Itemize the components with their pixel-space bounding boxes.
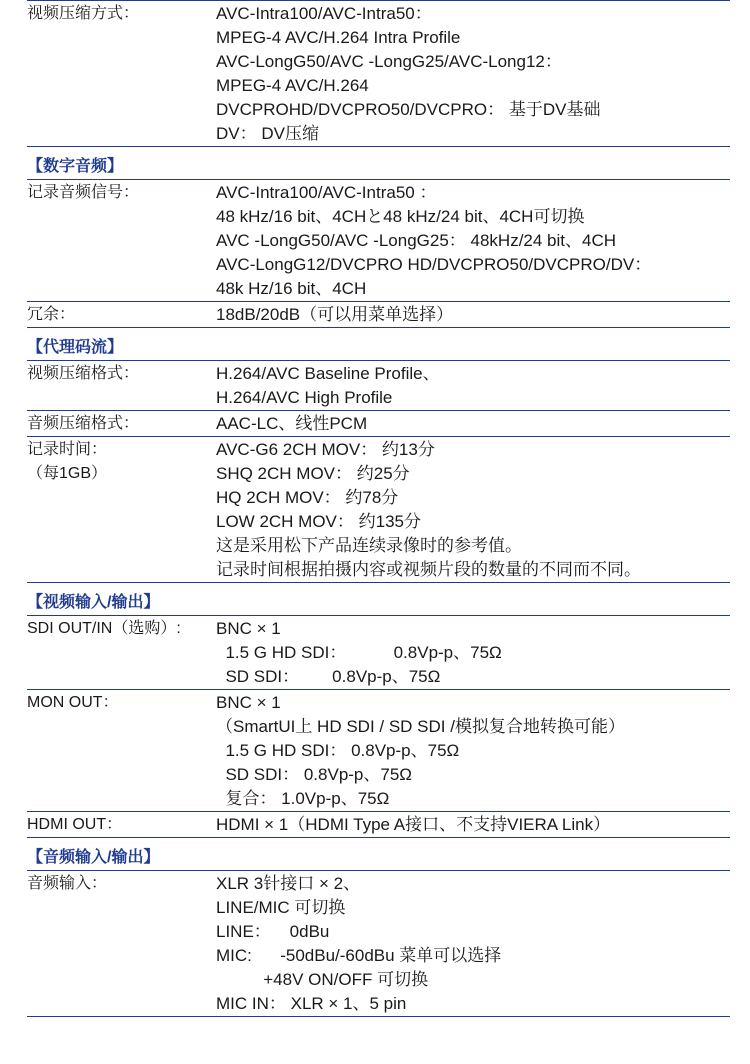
section-heading-proxy: 【代理码流】 (27, 328, 730, 361)
spec-row-proxy-audio (27, 411, 730, 437)
spec-label: 音频输入： (27, 875, 108, 892)
spec-value: BNC × 1 1.5 G HD SDI： 0.8Vp-p、75Ω SD SDI： 0.8Vp-p、75Ω (216, 619, 502, 686)
spec-label: 记录时间： （每1GB） (27, 441, 108, 482)
spec-row-proxy-video (27, 361, 730, 411)
spec-value: AVC-Intra100/AVC-Intra50 ： 48 kHz/16 bit、4CHと48 kHz/24 bit、4CH可切换 AVC -LongG50/AVC -LongG25： 48kHz/24 bit、4CH AVC-LongG12/DVCPRO HD/DVCPRO50/DVCPRO/DV： 48k Hz/16 bit、4CH (216, 183, 652, 298)
section-heading-digital-audio: 【数字音频】 (27, 147, 730, 180)
spec-label: 记录音频信号： (27, 184, 140, 201)
spec-label: 视频压缩方式： (27, 5, 140, 22)
spec-value: H.264/AVC Baseline Profile、 H.264/AVC High Profile (216, 364, 440, 407)
spec-value: AVC-Intra100/AVC-Intra50： MPEG-4 AVC/H.264 Intra Profile AVC-LongG50/AVC -LongG25/AVC-Long12： MPEG-4 AVC/H.264 DVCPROHD/DVCPRO50/DVCPRO： 基于DV基础 DV： DV压缩 (216, 4, 601, 143)
spec-value: 18dB/20dB（可以用菜单选择） (216, 305, 454, 324)
spec-row-mon-out (27, 690, 730, 812)
spec-row-record-time (27, 437, 730, 583)
spec-row-audio-input (27, 871, 730, 1017)
spec-label: 音频压缩格式： (27, 415, 140, 432)
spec-value: AAC-LC、线性PCM (216, 414, 368, 433)
spec-row-sdi (27, 616, 730, 690)
spec-value: XLR 3针接口 × 2、 LINE/MIC 可切换 LINE： 0dBu MIC: -50dBu/-60dBu 菜单可以选择 +48V ON/OFF 可切换 MIC IN： XLR × 1、5 pin (216, 874, 502, 1013)
section-heading-video-io: 【视频输入/输出】 (27, 583, 730, 616)
spec-label: HDMI OUT： (27, 816, 123, 833)
spec-label: 视频压缩格式： (27, 365, 140, 382)
spec-label: SDI OUT/IN（选购）: (27, 620, 181, 637)
spec-value: BNC × 1 （SmartUI上 HD SDI / SD SDI /模拟复合地转换可能） 1.5 G HD SDI： 0.8Vp-p、75Ω SD SDI： 0.8Vp-p、75Ω 复合： 1.0Vp-p、75Ω (216, 693, 625, 808)
spec-row-hdmi (27, 812, 730, 838)
spec-sheet (27, 0, 730, 1017)
spec-row-headroom (27, 302, 730, 328)
spec-value: HDMI × 1（HDMI Type A接口、不支持VIERA Link） (216, 815, 611, 834)
spec-row-video-compression (27, 0, 730, 147)
spec-value: AVC-G6 2CH MOV： 约13分 SHQ 2CH MOV： 约25分 HQ 2CH MOV： 约78分 LOW 2CH MOV： 约135分 这是采用松下产品连续录像时的参考值。 记录时间根据拍摄内容或视频片段的数量的不同而不同。 (216, 440, 641, 579)
spec-label: 冗余： (27, 306, 76, 323)
spec-row-audio-signal (27, 180, 730, 302)
section-heading-audio-io: 【音频输入/输出】 (27, 838, 730, 871)
spec-label: MON OUT： (27, 694, 119, 711)
